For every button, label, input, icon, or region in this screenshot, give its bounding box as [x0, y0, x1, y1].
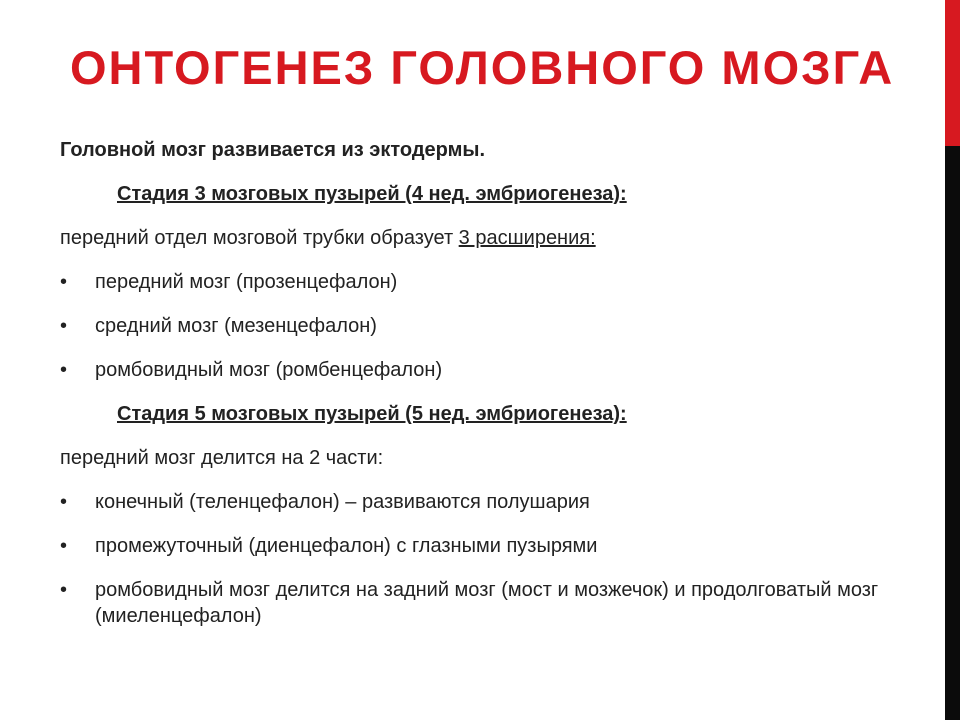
- list-item: [60, 533, 930, 559]
- list-item: [60, 357, 930, 383]
- list-item-text: ромбовидный мозг делится на задний мозг (мост и мозжечок) и продолговатый мозг (миеленцефалон): [95, 579, 879, 627]
- list-item: [60, 269, 930, 295]
- list-item: [60, 577, 930, 629]
- stage-3-description: [60, 225, 930, 251]
- list-item-text: промежуточный (диенцефалон) с глазными пузырями: [95, 535, 598, 557]
- bullet-icon: •: [60, 271, 68, 293]
- stage-3-description-underlined: 3 расширения:: [458, 227, 596, 249]
- stage-5-heading: Стадия 5 мозговых пузырей (5 нед. эмбриогенеза):: [117, 403, 627, 425]
- bullet-icon: •: [60, 359, 68, 381]
- stage-5-description: передний мозг делится на 2 части:: [60, 447, 384, 469]
- slide-body: [60, 130, 930, 629]
- list-item-text: передний мозг (прозенцефалон): [95, 271, 398, 293]
- list-item-text: конечный (теленцефалон) – развиваются полушария: [95, 491, 590, 513]
- list-item-text: средний мозг (мезенцефалон): [95, 315, 377, 337]
- list-item-text: ромбовидный мозг (ромбенцефалон): [95, 359, 443, 381]
- accent-bar-red: [945, 0, 960, 146]
- slide-title: ОНТОГЕНЕЗ ГОЛОВНОГО МОЗГА: [70, 41, 895, 94]
- stage-3-heading: Стадия 3 мозговых пузырей (4 нед. эмбриогенеза):: [117, 183, 627, 205]
- bullet-icon: •: [60, 535, 68, 557]
- list-item: [60, 489, 930, 515]
- bullet-icon: •: [60, 491, 68, 513]
- bullet-icon: •: [60, 579, 68, 601]
- bullet-icon: •: [60, 315, 68, 337]
- list-item: [60, 313, 930, 339]
- stage-3-description-text: передний отдел мозговой трубки образует: [60, 227, 459, 249]
- accent-bar-black: [945, 146, 960, 720]
- intro-text: Головной мозг развивается из эктодермы.: [60, 139, 486, 161]
